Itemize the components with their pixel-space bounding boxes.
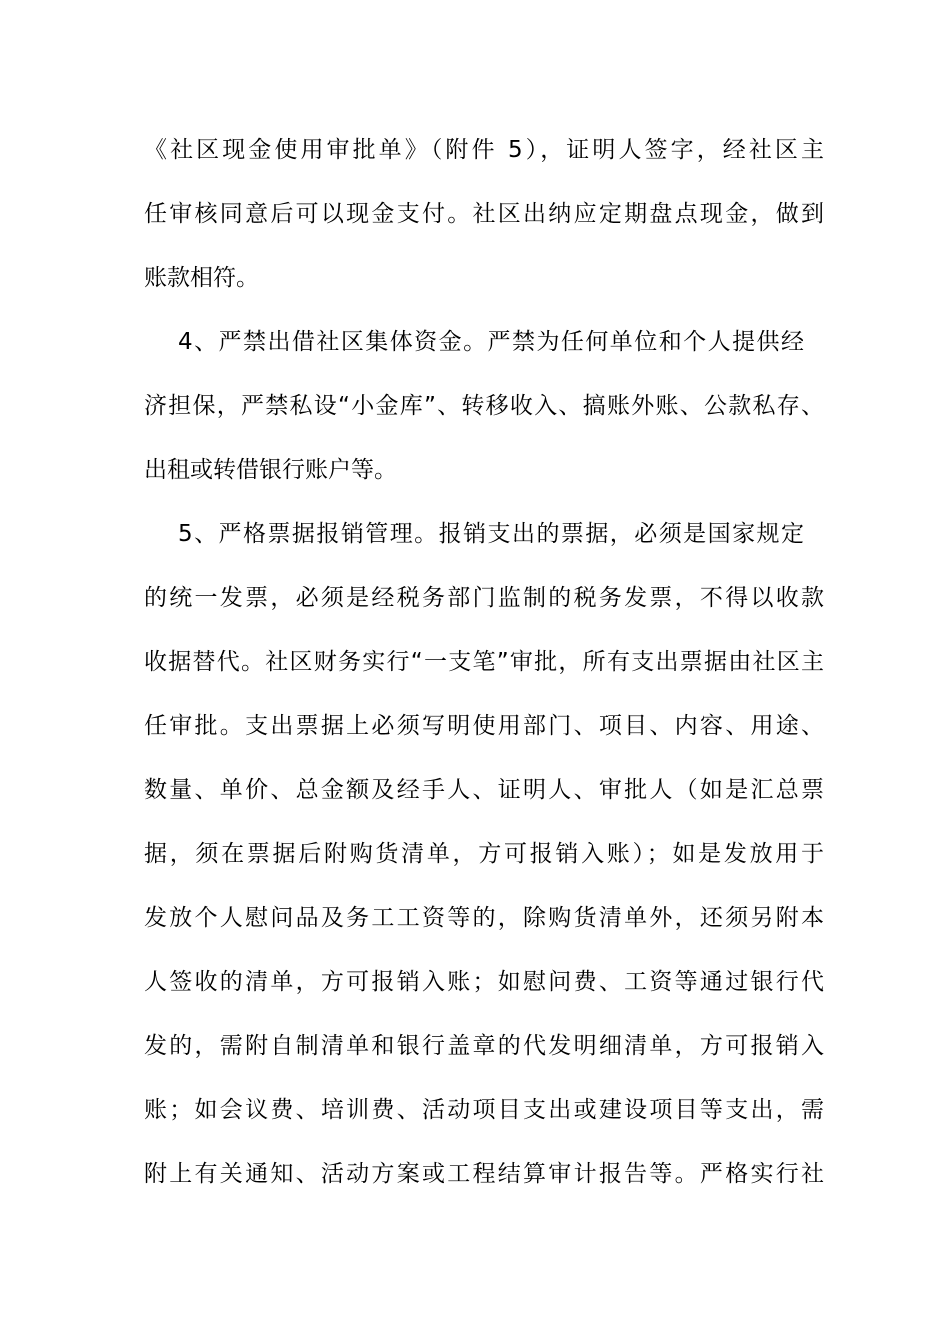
text-line: 账；如会议费、培训费、活动项目支出或建设项目等支出，需 [144, 1097, 824, 1123]
text-line: 据，须在票据后附购货清单，方可报销入账）；如是发放用于 [144, 841, 824, 867]
text-line: 出租或转借银行账户等。 [144, 457, 397, 483]
text-line: 收据替代。社区财务实行“一支笔”审批，所有支出票据由社区主 [144, 649, 824, 675]
text-line: 人签收的清单，方可报销入账；如慰问费、工资等通过银行代 [144, 969, 824, 995]
text-line: 发的，需附自制清单和银行盖章的代发明细清单，方可报销入 [144, 1033, 824, 1059]
text-line: 的统一发票，必须是经税务部门监制的税务发票，不得以收款 [144, 585, 824, 611]
text-line: 5、严格票据报销管理。报销支出的票据，必须是国家规定 [178, 521, 804, 547]
text-line: 4、严禁出借社区集体资金。严禁为任何单位和个人提供经 [178, 329, 804, 355]
text-line: 附上有关通知、活动方案或工程结算审计报告等。严格实行社 [144, 1161, 824, 1187]
text-line: 任审批。支出票据上必须写明使用部门、项目、内容、用途、 [144, 713, 824, 739]
text-line: 济担保，严禁私设“小金库”、转移收入、搞账外账、公款私存、 [144, 393, 824, 419]
text-line: 账款相符。 [144, 265, 259, 291]
text-line: 数量、单价、总金额及经手人、证明人、审批人（如是汇总票 [144, 777, 824, 803]
text-line: 任审核同意后可以现金支付。社区出纳应定期盘点现金，做到 [144, 201, 824, 227]
text-line: 发放个人慰问品及务工工资等的，除购货清单外，还须另附本 [144, 905, 824, 931]
text-line: 《社区现金使用审批单》（附件 5），证明人签字，经社区主 [144, 137, 824, 163]
